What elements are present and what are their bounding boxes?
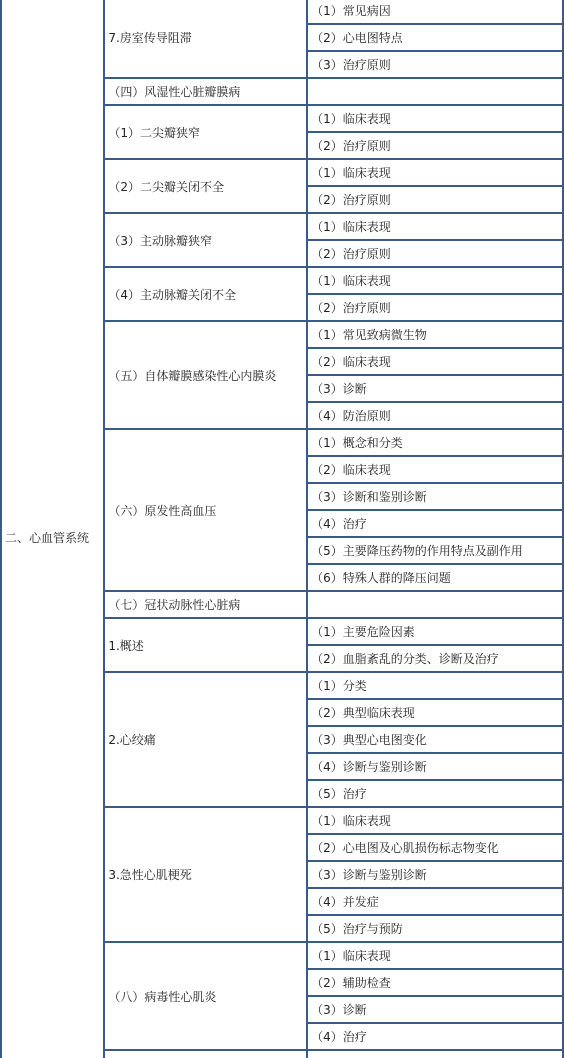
topic-item: （1）临床表现: [308, 214, 562, 239]
topic-item: （2）血脂紊乱的分类、诊断及治疗: [308, 646, 562, 671]
topic-item: （3）诊断与鉴别诊断: [308, 862, 562, 887]
section-title: （1）二尖瓣狭窄: [105, 106, 306, 158]
topic-item: （2）临床表现: [308, 349, 562, 374]
topic-item: （5）治疗: [308, 781, 562, 806]
section-title: （七）冠状动脉性心脏病: [105, 592, 306, 617]
topic-item: （2）治疗原则: [308, 133, 562, 158]
section-title: （六）原发性高血压: [105, 430, 306, 590]
empty-cell: [308, 592, 562, 617]
section-title: 2.心绞痛: [105, 673, 306, 806]
section-title: （2）二尖瓣关闭不全: [105, 160, 306, 212]
topic-item: （3）诊断和鉴别诊断: [308, 484, 562, 509]
empty-cell: [105, 1051, 306, 1058]
topic-item: （1）临床表现: [308, 268, 562, 293]
section-title: 7.房室传导阻滞: [105, 0, 306, 77]
topic-item: （1）常见病因: [308, 0, 562, 23]
table-row: [2, 0, 562, 23]
topic-item: （4）并发症: [308, 889, 562, 914]
topic-item: （4）防治原则: [308, 403, 562, 428]
topic-item: （1）临床表现: [308, 943, 562, 968]
section-title: （五）自体瓣膜感染性心内膜炎: [105, 322, 306, 428]
topic-item: （2）治疗原则: [308, 187, 562, 212]
topic-item: （5）治疗与预防: [308, 916, 562, 941]
topic-item: （2）典型临床表现: [308, 700, 562, 725]
topic-item: （4）诊断与鉴别诊断: [308, 754, 562, 779]
empty-cell: [308, 1051, 562, 1058]
topic-item: （3）典型心电图变化: [308, 727, 562, 752]
topic-item: （2）心电图特点: [308, 25, 562, 50]
topic-item: （1）分类: [308, 673, 562, 698]
section-title: 1.概述: [105, 619, 306, 671]
topic-item: （2）临床表现: [308, 457, 562, 482]
topic-item: （5）主要降压药物的作用特点及副作用: [308, 538, 562, 563]
topic-item: （3）诊断: [308, 376, 562, 401]
topic-item: （1）常见致病微生物: [308, 322, 562, 347]
section-title: （4）主动脉瓣关闭不全: [105, 268, 306, 320]
section-title: （四）风湿性心脏瓣膜病: [105, 79, 306, 104]
empty-cell: [308, 79, 562, 104]
topic-item: （1）临床表现: [308, 160, 562, 185]
topic-item: （4）治疗: [308, 511, 562, 536]
topic-item: （3）诊断: [308, 997, 562, 1022]
topic-item: （1）临床表现: [308, 808, 562, 833]
topic-item: （1）主要危险因素: [308, 619, 562, 644]
section-title: （3）主动脉瓣狭窄: [105, 214, 306, 266]
section-title: 3.急性心肌梗死: [105, 808, 306, 941]
topic-item: （6）特殊人群的降压问题: [308, 565, 562, 590]
topic-item: （1）临床表现: [308, 106, 562, 131]
topic-item: （3）治疗原则: [308, 52, 562, 77]
section-title: （八）病毒性心肌炎: [105, 943, 306, 1049]
system-title: 二、心血管系统: [2, 0, 103, 1058]
topic-item: （4）治疗: [308, 1024, 562, 1049]
topic-item: （2）辅助检查: [308, 970, 562, 995]
topic-item: （2）治疗原则: [308, 295, 562, 320]
topic-item: （2）心电图及心肌损伤标志物变化: [308, 835, 562, 860]
topic-item: （2）治疗原则: [308, 241, 562, 266]
topic-item: （1）概念和分类: [308, 430, 562, 455]
